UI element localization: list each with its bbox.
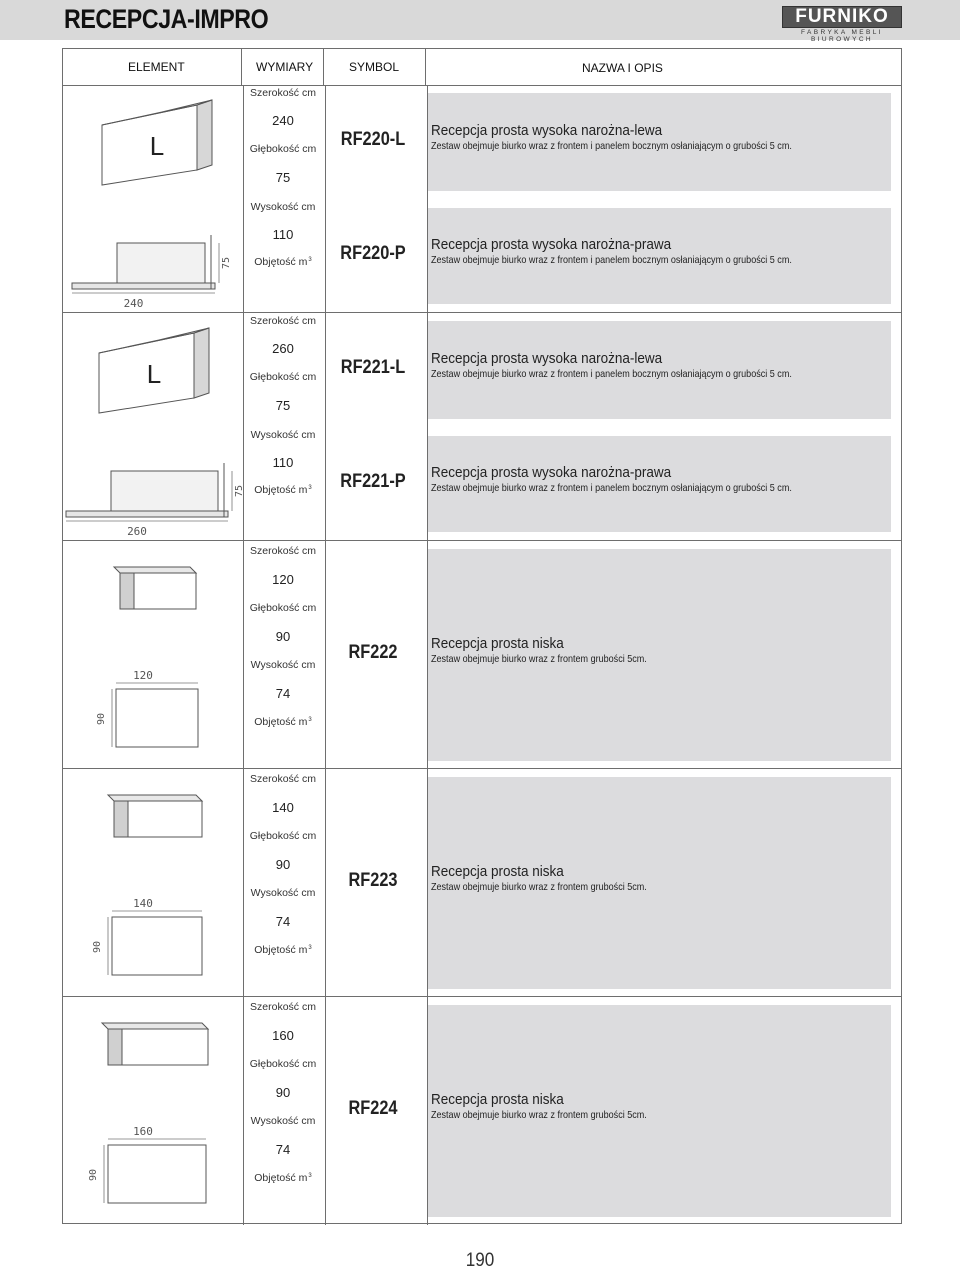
volume-exponent: 3 (308, 1173, 312, 1179)
product-name: Recepcja prosta wysoka narożna-prawa (431, 464, 672, 481)
height-value: 110 (272, 455, 294, 470)
plan-desk-body (117, 243, 205, 283)
height-label: Wysokość cm (250, 429, 316, 441)
page-number: 190 (465, 1250, 495, 1271)
height-label: Wysokość cm (250, 887, 316, 899)
description-box (428, 208, 891, 304)
description-box (428, 777, 891, 989)
desk-top (108, 795, 202, 801)
dimensions-cell (243, 85, 323, 313)
product-symbol: RF221-L (340, 357, 406, 378)
plan-worktop (72, 283, 215, 289)
product-symbol: RF220-P (340, 243, 406, 264)
volume-label-text: Objętość m (254, 256, 308, 268)
volume-label (243, 484, 323, 496)
header-divider (425, 49, 426, 85)
product-symbol: RF224 (348, 1098, 398, 1119)
width-value: 260 (272, 341, 294, 356)
depth-value: 90 (275, 629, 291, 644)
logo-subtext: FABRYKA MEBLI BIUROWYCH (800, 29, 884, 43)
width-label: Szerokość cm (250, 87, 316, 99)
desk-top (114, 567, 196, 573)
column-divider (325, 85, 326, 1225)
table-header (63, 49, 901, 85)
volume-exponent: 3 (308, 485, 312, 491)
product-symbol: RF223 (348, 870, 398, 891)
depth-label: Głębokość cm (249, 371, 317, 383)
height-label: Wysokość cm (250, 1115, 316, 1127)
description-box (428, 93, 891, 191)
product-symbol: RF220-L (340, 129, 406, 150)
volume-label-text: Objętość m (254, 716, 308, 728)
depth-value: 75 (275, 170, 291, 185)
description-box (428, 436, 891, 532)
plan-width-label: 160 (133, 1125, 153, 1138)
desk-side (114, 801, 128, 837)
volume-label (243, 944, 323, 956)
volume-label-text: Objętość m (254, 1172, 308, 1184)
desk-side (120, 573, 134, 609)
description-box (428, 321, 891, 419)
volume-exponent: 3 (308, 945, 312, 951)
depth-value: 90 (275, 1085, 291, 1100)
depth-label: Głębokość cm (249, 830, 317, 842)
product-name: Recepcja prosta niska (431, 635, 564, 652)
product-name: Recepcja prosta wysoka narożna-prawa (431, 236, 672, 253)
desk-letter-mark: L (146, 359, 162, 389)
element-drawing (62, 769, 242, 997)
width-label: Szerokość cm (250, 773, 316, 785)
product-symbol: RF222 (348, 642, 398, 663)
plan-depth-label: 75 (221, 256, 232, 270)
product-description: Zestaw obejmuje biurko wraz z frontem i panelem bocznym osłaniającym o grubości 5 cm. (431, 140, 792, 152)
element-drawing (62, 997, 242, 1225)
plan-depth-label: 90 (96, 712, 107, 726)
plan-desk-body (111, 471, 218, 511)
volume-exponent: 3 (308, 717, 312, 723)
volume-label-text: Objętość m (254, 484, 308, 496)
plan-width-label: 120 (133, 669, 153, 682)
height-label: Wysokość cm (250, 201, 316, 213)
product-name: Recepcja prosta wysoka narożna-lewa (431, 122, 663, 139)
height-value: 110 (272, 227, 294, 242)
width-value: 140 (272, 800, 294, 815)
plan-desk (116, 689, 198, 747)
depth-label: Głębokość cm (249, 602, 317, 614)
header-divider (241, 49, 242, 85)
column-header-symbol: SYMBOL (349, 60, 400, 74)
width-label: Szerokość cm (250, 1001, 316, 1013)
product-description: Zestaw obejmuje biurko wraz z frontem i panelem bocznym osłaniającym o grubości 5 cm. (431, 368, 792, 380)
volume-label (243, 256, 323, 268)
column-header-dimensions: WYMIARY (256, 60, 314, 74)
width-label: Szerokość cm (250, 315, 316, 327)
product-description: Zestaw obejmuje biurko wraz z frontem grubości 5cm. (431, 653, 647, 665)
height-value: 74 (275, 914, 291, 929)
dimensions-cell (243, 313, 323, 541)
desk-side-panel (197, 100, 212, 170)
plan-depth-label: 90 (92, 940, 103, 954)
plan-desk (112, 917, 202, 975)
depth-label: Głębokość cm (249, 143, 317, 155)
description-box (428, 549, 891, 761)
volume-label-text: Objętość m (254, 944, 308, 956)
depth-label: Głębokość cm (249, 1058, 317, 1070)
plan-depth-label: 75 (234, 484, 245, 498)
column-header-element: ELEMENT (128, 60, 185, 74)
width-value: 160 (272, 1028, 294, 1043)
product-name: Recepcja prosta wysoka narożna-lewa (431, 350, 663, 367)
product-symbol: RF221-P (340, 471, 406, 492)
plan-width-label: 140 (133, 897, 153, 910)
plan-desk (108, 1145, 206, 1203)
height-value: 74 (275, 1142, 291, 1157)
brand-logo (782, 6, 902, 43)
element-drawing (62, 541, 242, 769)
page-title: RECEPCJA-IMPRO (64, 4, 269, 34)
product-description: Zestaw obejmuje biurko wraz z frontem i panelem bocznym osłaniającym o grubości 5 cm. (431, 254, 792, 266)
desk-front (108, 1029, 208, 1065)
height-value: 74 (275, 686, 291, 701)
dimensions-cell (243, 997, 323, 1225)
width-value: 240 (272, 113, 294, 128)
volume-label (243, 1172, 323, 1184)
product-name: Recepcja prosta niska (431, 1091, 564, 1108)
dimensions-cell (243, 541, 323, 769)
element-drawing (62, 313, 245, 541)
product-description: Zestaw obejmuje biurko wraz z frontem i panelem bocznym osłaniającym o grubości 5 cm. (431, 482, 792, 494)
product-description: Zestaw obejmuje biurko wraz z frontem grubości 5cm. (431, 1109, 647, 1121)
logo-text: FURNIKO (795, 6, 889, 27)
plan-width-label: 240 (123, 297, 144, 310)
plan-depth-label: 90 (88, 1168, 99, 1182)
element-drawing (62, 85, 242, 313)
header-divider (323, 49, 324, 85)
depth-value: 75 (275, 398, 291, 413)
width-value: 120 (272, 572, 294, 587)
plan-worktop (66, 511, 228, 517)
width-label: Szerokość cm (250, 545, 316, 557)
desk-letter-mark: L (149, 131, 165, 161)
volume-exponent: 3 (308, 257, 312, 263)
product-description: Zestaw obejmuje biurko wraz z frontem grubości 5cm. (431, 881, 647, 893)
volume-label (243, 716, 323, 728)
column-header-name: NAZWA I OPIS (582, 61, 663, 75)
height-label: Wysokość cm (250, 659, 316, 671)
product-name: Recepcja prosta niska (431, 863, 564, 880)
desk-side (108, 1029, 122, 1065)
desk-top (102, 1023, 208, 1029)
description-box (428, 1005, 891, 1217)
plan-width-label: 260 (127, 525, 147, 538)
dimensions-cell (243, 769, 323, 997)
desk-side-panel (194, 328, 209, 398)
depth-value: 90 (275, 857, 291, 872)
